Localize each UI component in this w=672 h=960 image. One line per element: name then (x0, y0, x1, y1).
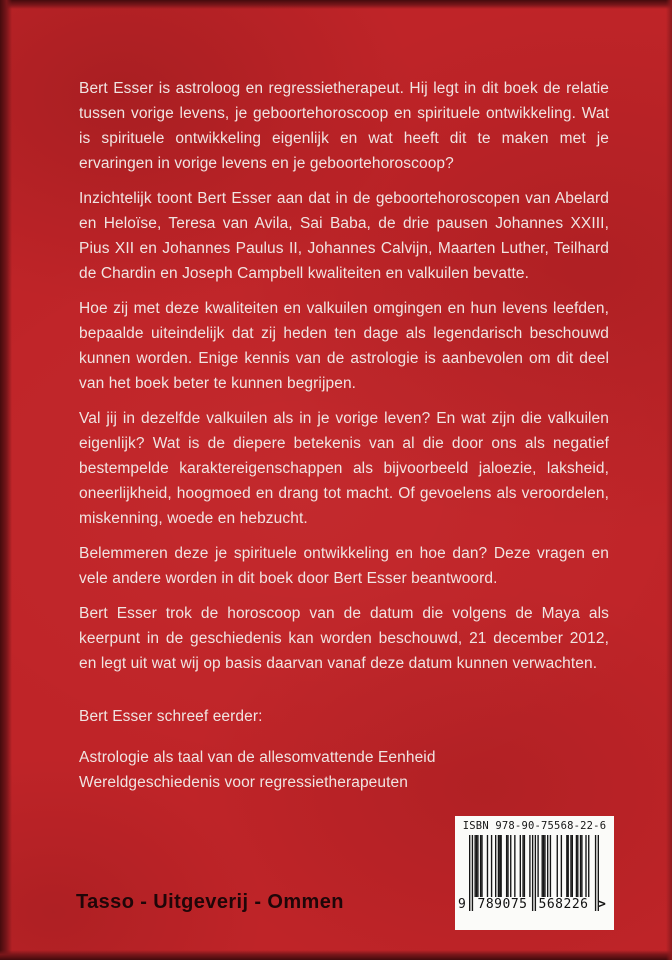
blurb-paragraph: Inzichtelijk toont Bert Esser aan dat in de geboortehoroscopen van Abelard en Heloïse, Teresa van Avila, Sai Baba, de drie pausen Johannes XXIII, Pius XII en Johannes Paulus II, Johannes Calvijn, Maarten Luther, Teilhard de Chardin en Joseph Campbell kwaliteiten en valkuilen bevatte. (79, 190, 609, 282)
blurb-paragraph: Belemmeren deze je spirituele ontwikkeling en hoe dan? Deze vragen en vele andere worden in dit boek door Bert Esser beantwoord. (79, 545, 609, 587)
cover-right-edge-shadow (666, 0, 672, 960)
barcode-quiet-zone-mark: > (598, 897, 606, 912)
blurb-paragraph: Val jij in dezelfde valkuilen als in je vorige leven? En wat zijn die valkuilen eigenlijk? Wat is de diepere betekenis van al die door ons als negatief bestempelde karaktereigenschappen als bijvoorbeeld jaloezie, laksheid, oneerlijkheid, hoogmoed en drang tot macht. Of gevoelens als veroordelen, miskenning, woede en hebzucht. (79, 410, 609, 527)
barcode-digit-group: 789075 (477, 897, 528, 912)
isbn-barcode-panel (455, 816, 614, 930)
barcode-digit-group: 9 (458, 897, 466, 912)
blurb-text-column (79, 76, 609, 795)
blurb-paragraph: Bert Esser trok de horoscoop van de datum die volgens de Maya als keerpunt in de geschiedenis kan worden beschouwd, 21 december 2012, en legt uit wat wij op basis daarvan vanaf deze datum kunnen verwachten. (79, 605, 609, 672)
earlier-works-heading: Bert Esser schreef eerder: (79, 708, 263, 725)
barcode-digit-group: 568226 (538, 897, 589, 912)
earlier-work-title: Astrologie als taal van de allesomvattende Eenheid (79, 749, 436, 766)
cover-bottom-edge-shadow (0, 950, 672, 960)
isbn-number-label: ISBN 978-90-75568-22-6 (462, 820, 607, 832)
cover-left-edge-shadow (0, 0, 12, 960)
publisher-imprint: Tasso - Uitgeverij - Ommen (76, 891, 344, 913)
earlier-work-title: Wereldgeschiedenis voor regressietherapeuten (79, 774, 408, 791)
barcode-digits (455, 897, 614, 913)
blurb-paragraph: Hoe zij met deze kwaliteiten en valkuilen omgingen en hun levens leefden, bepaalde uiteindelijk dat zij heden ten dage als legendarisch beschouwd kunnen worden. Enige kennis van de astrologie is aanbevolen om dit deel van het boek beter te kunnen begrijpen. (79, 300, 609, 392)
cover-top-edge-shadow (0, 0, 672, 9)
blurb-paragraph: Bert Esser is astroloog en regressietherapeut. Hij legt in dit boek de relatie tussen vorige levens, je geboortehoroscoop en spirituele ontwikkeling. Wat is spirituele ontwikkeling eigenlijk en wat heeft dit te maken met je ervaringen in vorige levens en je geboortehoroscoop? (79, 80, 609, 172)
